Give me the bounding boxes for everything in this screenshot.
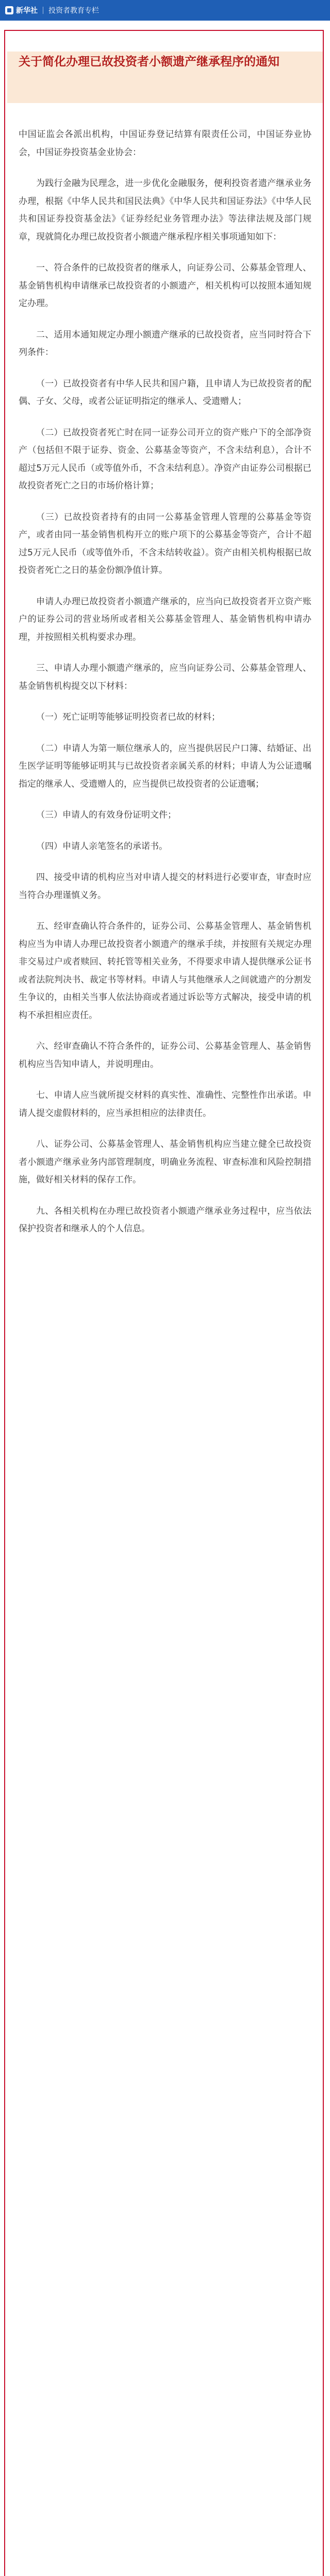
article-title: 关于简化办理已故投资者小额遗产继承程序的通知 [19,55,279,69]
paragraph: 为践行金融为民理念，进一步优化金融服务，便利投资者遗产继承业务办理，根据《中华人民共和国民法典》《中华人民共和国证券法》《中华人民共和国证券投资基金法》《证券经纪业务管理办法》等法律法规及部门规章，现就简化办理已故投资者小额遗产继承程序相关事项通知如下： [19,178,311,242]
brand-logo-text: 新华社 [16,7,38,15]
paragraph: （三）已故投资者持有的由同一公募基金管理人管理的公募基金等资产，或者由同一基金销售机构开立的账户项下的公募基金等资产，合计不超过5万元人民币（或等值外币，不含未结转收益）。资产由相关机构根据已故投资者死亡之日的基金份额净值计算。 [19,512,311,575]
salutation: 中国证监会各派出机构，中国证券登记结算有限责任公司，中国证券业协会，中国证券投资基金业协会： [19,129,311,158]
paragraph: （四）申请人亲笔签名的承诺书。 [36,841,168,852]
paragraph: （一）已故投资者有中华人民共和国户籍，且申请人为已故投资者的配偶、子女、父母，或者公证证明指定的继承人、受遗赠人； [19,378,311,406]
paragraph: 三、申请人办理小额遗产继承的，应当向证券公司、公募基金管理人、基金销售机构提交以下材料： [19,663,311,691]
channel-name[interactable]: 投资者教育专栏 [48,7,99,15]
paragraph: 九、各相关机构在办理已故投资者小额遗产继承业务过程中，应当依法保护投资者和继承人的个人信息。 [19,1206,311,1234]
paragraph: 八、证券公司、公募基金管理人、基金销售机构应当建立健全已故投资者小额遗产继承业务内部管理制度，明确业务流程、审查标准和风险控制措施，做好相关材料的保存工作。 [19,1139,311,1185]
brand-logo[interactable] [5,5,38,15]
brand-logo-icon [5,6,13,14]
paragraph: （二）已故投资者死亡时在同一证券公司开立的资产账户下的全部净资产（包括但不限于证券、资金、公募基金等资产，不含未结利息），合计不超过5万元人民币（或等值外币，不含未结利息）。净资产由证券公司根据已故投资者死亡之日的市场价格计算； [19,427,311,491]
paragraph: 五、经审查确认符合条件的，证券公司、公募基金管理人、基金销售机构应当为申请人办理已故投资者小额遗产的继承手续，并按照有关规定办理非交易过户或者赎回、转托管等相关业务，不得要求申请人提供继承公证书或者法院判决书、裁定书等材料。申请人与其他继承人之间就遗产的分割发生争议的，由相关当事人依法协商或者通过诉讼等方式解决，接受申请的机构不承担相应责任。 [19,921,311,1021]
top-bar [0,0,330,21]
paragraph: 六、经审查确认不符合条件的，证券公司、公募基金管理人、基金销售机构应当告知申请人，并说明理由。 [19,1041,311,1070]
paragraph: （三）申请人的有效身份证明文件； [36,810,176,820]
paragraph: 七、申请人应当就所提交材料的真实性、准确性、完整性作出承诺。申请人提交虚假材料的，应当承担相应的法律责任。 [19,1090,311,1118]
paragraph: 一、符合条件的已故投资者的继承人，向证券公司、公募基金管理人、基金销售机构申请继承已故投资者的小额遗产，相关机构可以按照本通知规定办理。 [19,263,311,309]
paragraph: （一）死亡证明等能够证明投资者已故的材料； [36,712,220,722]
paragraph: 四、接受申请的机构应当对申请人提交的材料进行必要审查，审查时应当符合办理谨慎义务。 [19,872,311,901]
paragraph: （二）申请人为第一顺位继承人的，应当提供居民户口簿、结婚证、出生医学证明等能够证明其与已故投资者亲属关系的材料；申请人为公证遗嘱指定的继承人、受遗赠人的，应当提供已故投资者的公证遗嘱； [19,743,311,789]
paragraph: 申请人办理已故投资者小额遗产继承的，应当向已故投资者开立资产账户的证券公司的营业场所或者相关公募基金管理人、基金销售机构申请办理，并按照相关机构要求办理。 [19,596,311,642]
paragraph: 二、适用本通知规定办理小额遗产继承的已故投资者，应当同时符合下列条件： [19,329,311,358]
article-body [19,126,311,1251]
